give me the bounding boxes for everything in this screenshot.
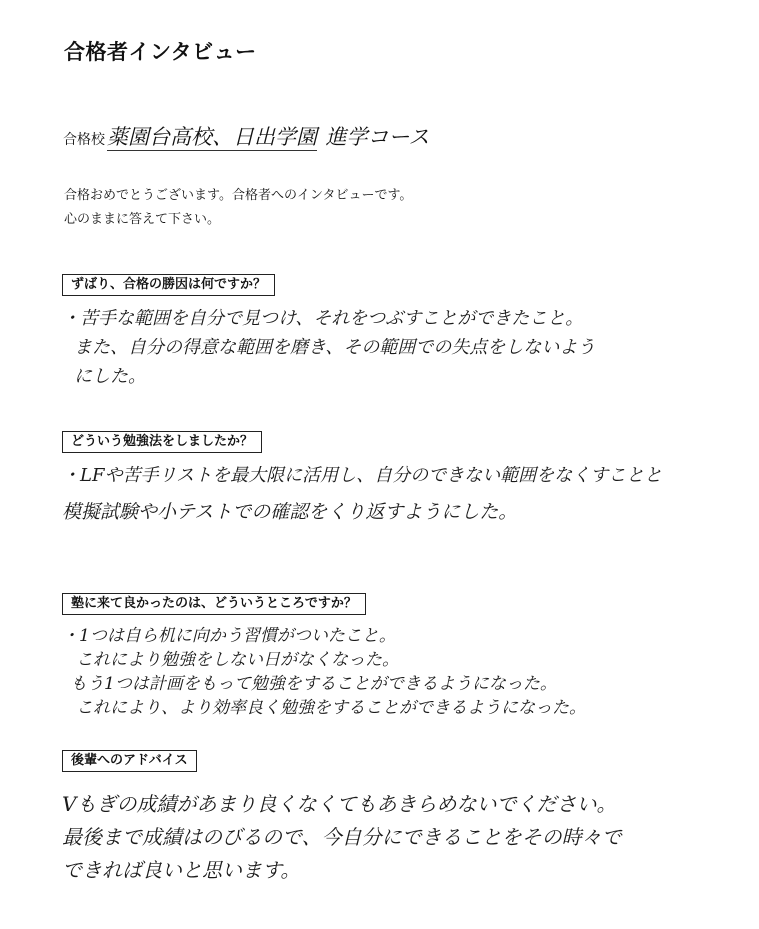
answer-line: ・LFや苦手リストを最大限に活用し、自分のできない範囲をなくすことと — [62, 465, 663, 486]
question-box: 後輩へのアドバイス — [62, 750, 197, 772]
school-names: 薬園台高校、日出学園 — [107, 125, 317, 149]
answer-line: Vもぎの成績があまり良くなくてもあきらめないでください。 — [62, 792, 617, 816]
answer-line: 最後まで成績はのびるので、今自分にできることをその時々で — [62, 825, 622, 849]
question-box: 塾に来て良かったのは、どういうところですか？ — [62, 593, 366, 615]
school-label: 合格校 — [63, 132, 105, 148]
question-box: どういう勉強法をしましたか？ — [62, 431, 262, 453]
intro-text — [64, 184, 412, 232]
page-title: 合格者インタビュー — [64, 40, 257, 64]
answer-line: これにより勉強をしない日がなくなった。 — [76, 650, 399, 670]
answer-text — [62, 306, 595, 393]
answer-text — [62, 623, 586, 719]
answer-text — [62, 791, 622, 890]
intro-line: 合格おめでとうございます。合格者へのインタビューです。 — [64, 188, 413, 203]
school-course: 進学コース — [325, 125, 430, 149]
answer-line: にした。 — [74, 366, 146, 387]
answer-line: 模擬試験や小テストでの確認をくり返すようにした。 — [62, 501, 518, 523]
question-box: ずばり、合格の勝因は何ですか？ — [62, 274, 275, 296]
answer-line: もう1つは計画をもって勉強をすることができるようになった。 — [70, 674, 557, 694]
school-line — [63, 121, 431, 151]
answer-line: また、自分の得意な範囲を磨き、その範囲での失点をしないよう — [74, 337, 596, 358]
answer-line: ・1つは自ら机に向かう習慣がついたこと。 — [62, 626, 396, 646]
answer-line: これにより、より効率良く勉強をすることができるようになった。 — [76, 698, 586, 718]
answer-line: できれば良いと思います。 — [62, 858, 301, 882]
intro-line: 心のままに答えて下さい。 — [64, 212, 221, 227]
answer-line: ・苦手な範囲を自分で見つけ、それをつぶすことができたこと。 — [62, 308, 584, 329]
answer-text — [62, 463, 662, 535]
